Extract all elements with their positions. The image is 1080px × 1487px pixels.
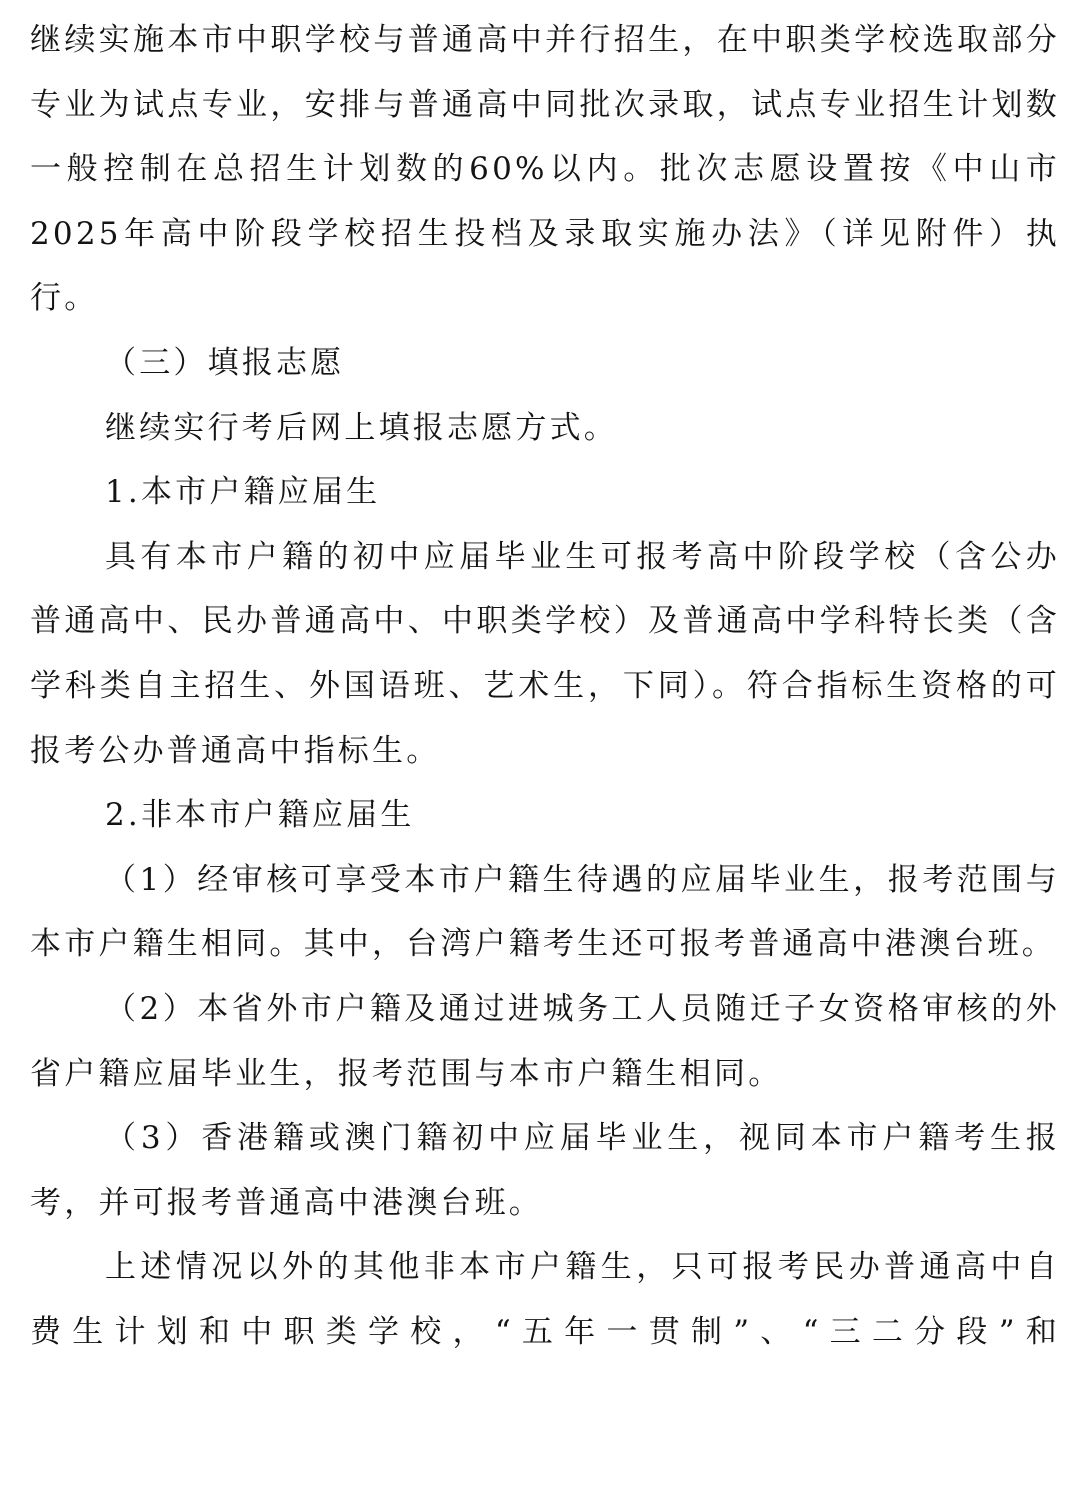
paragraph-parallel-enrollment: 继续实施本市中职学校与普通高中并行招生，在中职类学校选取部分专业为试点专业，安排与普通高中同批次录取，试点专业招生计划数一般控制在总招生计划数的60%以内。批次志愿设置按《中山市2025年高中阶段学校招生投档及录取实施办法》（详见附件）执行。 bbox=[30, 22, 1060, 317]
paragraph-other-nonlocal: 上述情况以外的其他非本市户籍生，只可报考民办普通高中自费生计划和中职类学校，“五年一贯制”、“三二分段”和 bbox=[30, 1249, 1060, 1350]
paragraph-item-3: （3）香港籍或澳门籍初中应届毕业生，视同本市户籍考生报考，并可报考普通高中港澳台班。 bbox=[30, 1120, 1060, 1221]
subheading-nonlocal-graduates: 2.非本市户籍应届生 bbox=[105, 797, 415, 834]
section-heading-fill-preferences: （三）填报志愿 bbox=[105, 344, 345, 381]
document-page bbox=[30, 8, 1060, 1364]
paragraph-item-1: （1）经审核可享受本市户籍生待遇的应届毕业生，报考范围与本市户籍生相同。其中，台湾户籍考生还可报考普通高中港澳台班。 bbox=[30, 861, 1060, 963]
paragraph-local-graduates: 具有本市户籍的初中应届毕业生可报考高中阶段学校（含公办普通高中、民办普通高中、中职类学校）及普通高中学科特长类（含学科类自主招生、外国语班、艺术生，下同）。符合指标生资格的可报考公办普通高中指标生。 bbox=[30, 538, 1060, 769]
paragraph-online-filling: 继续实行考后网上填报志愿方式。 bbox=[105, 409, 618, 446]
subheading-local-graduates: 1.本市户籍应届生 bbox=[105, 474, 381, 511]
paragraph-item-2: （2）本省外市户籍及通过进城务工人员随迁子女资格审核的外省户籍应届毕业生，报考范围与本市户籍生相同。 bbox=[30, 990, 1060, 1092]
